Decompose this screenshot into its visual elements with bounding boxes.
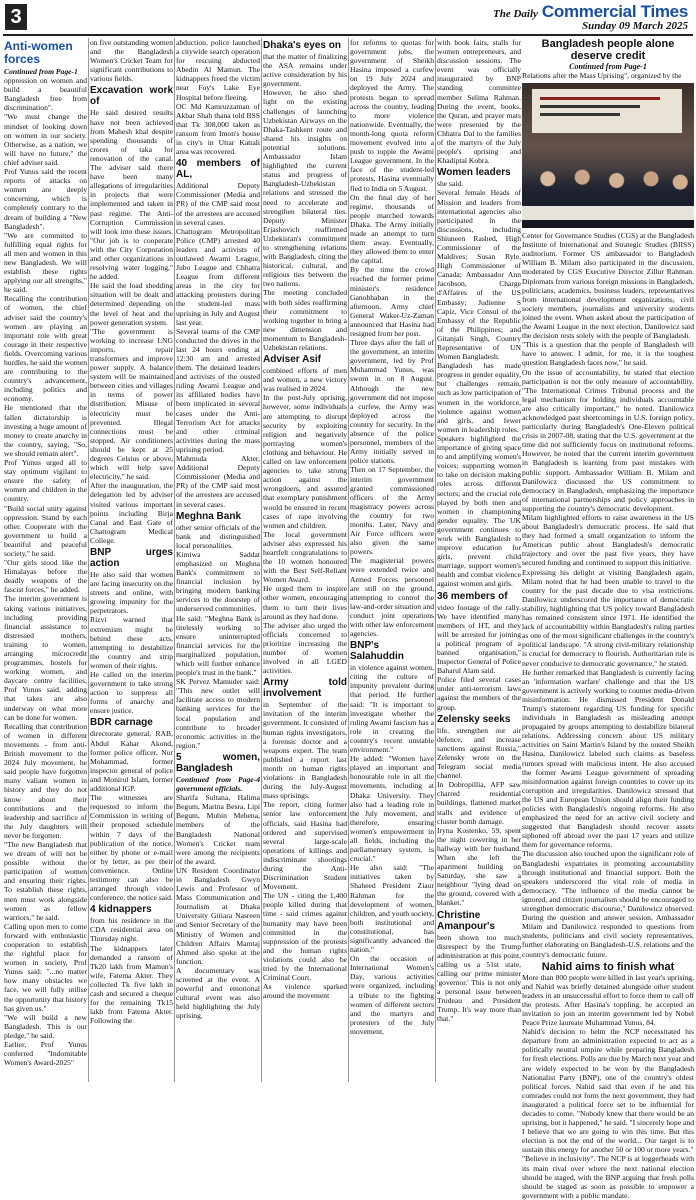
paragraph: The discussion also touched upon the significant role of Bangladeshi expatriates in promoting accountability through institutional and financial support. Both the speakers underscored the vital role of media in democracy. "The influence of the media cannot be ignored, and citizen journalism should be encouraged to strengthen democratic discourse," Danilowicz observed. During the question and answer session, Ambassador Milam and Danilowicz responded to questions from students, politicians and civil society representatives, further elaborating on Bangladesh-U.S. relations and the country's democratic future. <box>522 849 694 959</box>
paragraph: "The government is working to increase LNG imports, repair transformers and improve power supply. A balance system will be maintained between cities and villages in terms of power distribution. Misuse of electricity must be prevented. Illegal connections must be stopped. Air conditioners should be kept at 25 degrees Celsius or above, which will help save electricity," he said. <box>90 326 173 482</box>
column-divider <box>88 38 89 1082</box>
paragraph: The UN - citing the 1,400 people killed during that time - said crimes against humanity may have been committed in the suppression of the protests and the human rights violations could also be tried by the International Criminal Court. <box>263 891 347 983</box>
paragraph: Kimiwa Saddat emphasized on Meghna Bank's commitment to financial inclusion by bringing modern banking services to the doorstep of underserved communities. <box>176 549 260 614</box>
right-article-block <box>522 38 694 1200</box>
paragraph: Mahmuda Akter, Additional Deputy Commissioner (Media and PR) of the CMP said most of the arrestees are accused in several cases. <box>176 454 260 509</box>
photo-banner-text <box>540 97 660 100</box>
paragraph: Then on 17 September, the interim government granted commissioned officers of the Army magistracy powers across the country for two months. Later, Navy and Air Force officers were also given the same powers. <box>350 465 434 557</box>
paragraph: He also said that women are facing insecurity on the streets and online, with growing impunity for the perpetrators. <box>90 569 173 616</box>
paragraph: Recalling the contribution of women, the chief adviser said the country's women are playing an important role with great courage in their respective fields. Overcoming various hurdles, he said the women are contributing to the country's advancement, including politics and economy. <box>4 294 87 404</box>
paragraph: After the inauguration, the delegation led by adviser visited various important points including Birja Canal and East Gate of Chattogram Medical College. <box>90 481 173 545</box>
column-6 <box>437 38 521 1082</box>
photo-table <box>522 206 694 220</box>
headline-40-members-of-al: 40 members of AL, <box>176 158 260 181</box>
continued-label: Continued from Page-1 <box>4 67 78 76</box>
column-divider <box>174 38 175 1082</box>
headline-excavation-work: Excavation work of <box>90 85 173 108</box>
paragraph: directorate general, RAB, Abdul Kahar Akond, former police officer, Nur Mohammad, former inspector general of police and Monirul Islam, former additional IGP. <box>90 729 173 794</box>
headline-army-told-involvement: Army told involvement <box>263 677 347 700</box>
paragraph: He also said: "The initiatives taken by Shaheed President Ziaur Rahman for the development of women, children, and youth society, both institutional and constitutional, has significantly advanced the nation." <box>350 863 434 955</box>
paragraph: The interim government is taking various initiatives, including providing financial assistance to distressed mothers, training to women, arranging microcredit programmes, hostels for working women, and daycare centre facilities, Prof Yunus said, adding that takes are also underway on what more can be done for women. <box>4 594 87 722</box>
column-4 <box>263 38 347 1082</box>
paragraph: As violence sparked around the movement <box>263 982 347 1001</box>
headline-bnps-salahuddin: BNP's Salahuddin <box>350 640 404 663</box>
paragraph: In the post-July uprising, however, some individuals are attempting to disrupt security by exploiting religion and negatively portraying women's clothing and behaviour. He called on law enforcement agencies to take strong action against the wrongdoers, and assured that exemplary punishment would be ensured in recent cases of rape involving women and children. <box>263 393 347 530</box>
continued-label: Continued from Page-1 <box>569 62 647 71</box>
seminar-photo <box>522 83 694 228</box>
paragraph: He urged them to inspire other women, encouraging them to turn their lives around as they had done. <box>263 584 347 621</box>
lead-paragraph: Relations after the Mass Uprising", organized by the <box>522 71 682 80</box>
paragraph: Speakers highlighted the importance of giving space to and amplifying women's voices; supporting women to take on decision making roles across different sectors; and the crucial role played by both men and women in championing gender equality. The UK government continues to work with Bangladesh to improve education for girls, prevent child marriage, support women's health and combat violence against women and girls. <box>437 433 521 589</box>
paragraph: Rizvi warned that extremism might be behind these acts, attempting to destabilize the country and strip women of their rights. <box>90 615 173 670</box>
headline-zelensky-seeks: Zelensky seeks <box>437 713 511 725</box>
paragraph: on five outstanding women and the Bangladesh Women's Cricket Team for significant contributions to various fields. <box>90 38 173 84</box>
paragraph: for reforms to quotas for government jobs, the government of Sheikh Hasina imposed a curfew on 19 July 2024 and deployed the Army. The protests began to spread across the country, leading to more violence nationwide. Eventually, the month-long quota reform movement evolved into a push to topple the Awami League government. In the face of the student-led protests, Hasina eventually fled to India on 5 August. <box>350 38 434 193</box>
paragraph: "We are committed to fulfilling equal rights for all men and women in this new Bangladesh. We will establish these rights applying our all strengths," he said. <box>4 230 87 295</box>
headline-bdr-carnage: BDR carnage <box>90 717 153 729</box>
paragraph: that the matter of finalizing the ASA remains under active consideration by his government. <box>263 52 347 89</box>
paragraph: The witnesses are requested to inform the Commission in writing of their proposed schedule within 7 days of the publication of the notice, either by phone or e-mail or by letter, as per their convenience. Online testimony can also be arranged through video conference, the notice said. <box>90 793 173 903</box>
paragraph: from his residence in the CDA residential area on Thursday night. <box>90 916 173 944</box>
paragraph: On the final day of her regime, thousands of people marched towards Dhaka. The Army initially made an attempt to turn them away. Eventually, they allowed them to enter the capital. <box>350 192 434 266</box>
page-header <box>0 0 696 34</box>
paragraph: in violence against women, citing the culture of impunity prevalent during that period. He further said: "It is important to investigate whether the ruling Awami fascism has a role in creating the country's recent unstable environment." <box>350 663 434 755</box>
paragraph: The magisterial powers were extended twice and Armed Forces personnel are still on the ground, attempting to control the law-and-order situation and conduct joint operations with other law enforcement agencies. <box>350 556 434 639</box>
paragraph: Chattogram Metropolitan Police (CMP) arrested 40 leaders and activists of outlawed Awami League, Jubo League and Chhatra League from different areas in the city for attacking protesters during the student-led mass uprising in July and August last year. <box>176 226 260 327</box>
paragraph: Milam highlighted efforts to raise awareness in the US about Bangladesh's democratic process. He said that they had formed a small organization to inform the American public about Bangladesh's democratic trajectory and over the past five years, they have secured funding and continued to support this initiative. <box>522 513 694 568</box>
paragraph: Center for Governance Studies (CGS) at the Bangladesh Institute of International and Strategic Studies (BIISS) auditorium. Former US ambassador to Bangladesh William B. Milam also participated in the discussion, moderated by CGS Executive Director Zillur Rahman. Diplomats from various foreign missions in Bangladesh, politicians, academics, business leaders, representatives from international development organizations, civil society members, journalists and university students joined the event. When asked about the participation of the Awami League in the next election, Danilowicz said the decision rests solely with the people of Bangladesh. <box>522 231 694 341</box>
column-1 <box>4 38 87 1082</box>
paragraph: The kidnappers later demanded a ransom of Tk20 lakh from Mamun's wife, Fatema Akter. They collected Tk five lakh in cash and secured a cheque for the remaining Tk15 lakh from Fatema Akter. Following the <box>90 943 173 1026</box>
paragraph: In Dobropillia, AFP saw charred residential buildings, flattened market stalls and evidence of cluster bomb damage. <box>437 780 521 826</box>
paragraph: The local government adviser also expressed his heartfelt congratulations to the 10 women honoured with the Best Self-Reliant Women Award. <box>263 529 347 585</box>
paragraph: Several teams of the CMP conducted the drives in the last 24 hours ending at 12:30 am and arrested them. The detained leaders and activists of the ousted ruling Awami League and its affiliated bodies have been implicated in several cases under the Anti-Terrorism Act for attacks and other criminal activities during the mass uprising period. <box>176 326 260 454</box>
masthead <box>493 2 688 32</box>
paragraph: The meeting concluded with both sides reaffirming their commitment to working together to bring a new dimension and momentum to Bangladesh-Uzbekistan relations. <box>263 288 347 352</box>
paragraph: Nahid's decision to helm the NCP necessitated his departure from an administration expected to act as a politically neutral umpire while preparing Bangladesh for fresh elections. Polls are due by March next year and are widely expected to be won by the Bangladesh Nationalist Party (BNP), one of the country's oldest political forces. Nahid said that even if he and his comrades could not form the next government, they had inaugurated a political force set to be influential for decades to come. "Nobody knew that there would be an uprising, but it happened," he said. "I sincerely hope and I believe that we are going to win this time. But this election is not the end of the world... Our target is to sustain this energy for another 50 or 100 or more years." <box>522 1027 694 1155</box>
paragraph: abduction, police launched a citywide search operation for rescuing abducted Abedin Al Mamun. The kidnappers freed the victim near Foy's Lake Eye Hospital before fleeing. <box>176 38 260 102</box>
headline-anti-women-forces: Anti-women forces <box>4 39 73 66</box>
paragraph: By the time the crowd reached the former prime minister's residence Ganobhaban in the afternoon, Army chief General Waker-Uz-Zaman announced that Hasina had resigned from her post. <box>350 265 434 338</box>
paragraph: other senior officials of the bank and distinguished local personalities. <box>176 522 260 550</box>
headline-bangladesh-people-credit: Bangladesh people alone deserve credit <box>541 38 675 62</box>
paragraph: Three days after the fall of the government, an interim government, led by Prof Muhammad Yunus, was sworn in on 8 August. Although the new government did not impose a curfew, the Army was deployed across the country for security. In the absence of the police personnel, members of the Army initially served in police stations. <box>350 338 434 466</box>
headline-5-women-bangladesh: 5 women, Bangladesh <box>176 751 260 774</box>
paragraph: Bangladesh has made progress in gender equality, but challenges remain, such as low participation of women in the workforce, violence against women and girls, and fewer women in leadership roles. <box>437 361 521 434</box>
headline-women-leaders: Women leaders <box>437 167 511 179</box>
headline-christine-amanpour: Christine Amanpour's <box>437 909 495 932</box>
paragraph: "Believe in inclusivity". The NCP is at loggerheads with its main rival over where the next national election should be staged, with the BNP arguing that fresh polls should be staged as soon as possible to empower a government with a public mandate. <box>522 1154 694 1200</box>
column-2 <box>90 38 173 1082</box>
paragraph: OC Md Kamruzzaman of Akbar Shah thana told BSS that Tk 308,000 taken as ransom from Imon's house in city's in Uttar Kattali area was recovered. <box>176 101 260 157</box>
paragraph: Calling upon men to come forward with enthusiastic cooperation to establish the rightful place for women in society, Prof Yunus said: "...no matter how many obstacles we face, we will fully utilise the opportunity that history has given us." <box>4 921 87 1013</box>
paragraph: He further remarked that Bangladesh is currently facing an 'information warfare' challenge and that the US government is actively working to counter media-driven misinformation. He dismissed President Donald Trump's statement regarding US funding for specific individuals in Bangladesh as misleading attempt propagated by groups attempting to destabilize bilateral relations. Addressing concern about US military activities on Saint Martin's Island by the ousted Sheikh Hasina, Danilowicz labeled such claims as baseless rumors spread with malicious intent. He also accused the former Awami League government of spreading misinformation against foreign countries to cover up its corruption and irregularities. Danilowicz stressed that the US and European Union should align their funding policies with Bangladesh's ongoing reforms. He also emphasized the need for an active civil society and suggested that Bangladesh should recover assets siphoned off abroad over the past 17 years and utilize them for governance reforms. <box>522 667 694 850</box>
headline-nahid-aims: Nahid aims to finish what <box>541 960 675 973</box>
paragraph: "This is a question that the people of Bangladesh will have to answer. I admit, for me, it is the toughest question Bangladesh faces now," he said. <box>522 340 694 368</box>
paragraph: "The new Bangladesh that we dream of will not be possible without the participation of women and ensuring their rights. To establish these rights, men must work alongside women as fellow warriors," he said. <box>4 839 87 922</box>
column-5 <box>350 38 434 1082</box>
headline-4-kidnappers: 4 kidnappers <box>90 904 152 916</box>
masthead-title: Commercial Times <box>541 2 688 21</box>
paragraph: SK Pervez Mamuder said: "This new outlet will facilitate access to modern banking services for the local population and contribute to broader economic activities in the region." <box>176 677 260 750</box>
paragraph: Expressing his delight at visiting Bangladesh again, Milam noted that he had been unable to travel to the country for the past decade due to visa restrictions. Danilowicz underscored the importance of democratic stability, highlighting that US policy toward Bangladesh has remained consistent since 1971. He identified the lack of accountability within Bangladesh's ruling parties as one of the most significant challenges in the country's political landscape. "A strong civil-military relationship is crucial for democracy to flourish. Authoritarian rule is never conducive to democratic governance," he stated. <box>522 567 694 668</box>
paragraph: Recalling that contribution of women in different movements - from anti-British movement to the 2024 July movement, he said people have forgotten many valiant women in history and they do not know about their contributions and the leadership and sacrifice of the July daughters will never be forgotten. <box>4 721 87 840</box>
paragraph: "Build social unity against oppression. Stand by each other. Cooperate with the government to build a beautiful and peaceful society," he said. <box>4 503 87 558</box>
continued-label: Continued from Page-4 government officials. <box>176 774 260 794</box>
paragraph: video footage of the rally. We have identified many members of HT, and they will be arrested for joining a political program of a banned organisation," Inspector General of Police Baharul Alam said. <box>437 602 521 676</box>
paragraph: Sharifa Sultana, Halima Begum, Marina Besra, Lipi Begum, Mubin Mehena, members of the Bangladesh National Women's Cricket team were among the recipients of the award. <box>176 793 260 866</box>
photo-banner-text <box>540 113 620 116</box>
paragraph: Prof Yunus said the recent reports of attacks on women are deeply concerning, which is completely contrary to the dream of building a "New Bangladesh". <box>4 167 87 231</box>
paragraph: she said. <box>437 179 464 189</box>
column-divider <box>435 38 436 1082</box>
paragraph: A documentary was screened at the event. A powerful and emotional cultural event was also held highlighting the July uprising. <box>176 965 260 1021</box>
paragraph: He mentioned that the fallen dictatorship is investing a huge amount of money to create anarchy in the country, saying, "So, we should remain alert". <box>4 403 87 458</box>
paragraph: He said desired results have not been achieved from Mahesh khal despite spending thousands of crores of taka for renovation of the canal. The adviser said there have been many allegations of irregularities in projects that were implemented and taken in past regime. The Anti-Corruption Commission will look into these issues. "Our job is to cooperate with the City Corporation and other organizations in resolving water logging," he added. <box>90 108 173 282</box>
headline-36-members: 36 members of <box>437 590 508 602</box>
column-3 <box>176 38 260 1082</box>
paragraph: He called on the interim government to take strong action to suppress all forms of anarchy and ensure justice. <box>90 670 173 716</box>
paragraph: He said: "Meghna Bank is tirelessly working to ensure uninterrupted financial services for the marginalized population, which will further enhance people's trust in the bank." <box>176 613 260 678</box>
paragraph: been shown too much disrespect by the Trump administration at this point, calling us a 51st state, calling our prime minister 'governor.' This is not only a personal issue between Trudeau and President Trump. It's way more than that." <box>437 932 521 1024</box>
paragraph: Police filed several cases under anti-terrorism laws against the members of the group. <box>437 675 521 712</box>
paragraph: On the issue of accountability, he stated that election participation is not the only measure of accountability. "The International Crimes Tribunal process and the legal mechanism for holding individuals accountable are also critically important," he noted. Danilowicz acknowledged past shortcomings in U.S. foreign policy, particularly during Bangladesh's One-Eleven political crisis in 2007-08, stating that the U.S. government at the time did not sufficiently focus on institutional reforms. However, he noted that the current interim government in Bangladesh is learning from past mistakes with public support. Ambassador William B. Milam and Danilowicz discussed the US commitment to democracy in Bangladesh, emphasizing the importance of international partnerships and policy approaches in supporting the country's democratic development. <box>522 367 694 513</box>
paragraph: Several female Heads of Mission and leaders from international agencies also participated in the discussions, including Shiuneen Rashed, High Commissioner of the Maldives; Susan Ryle, High Commissioner of Canada; Ambassador Ann Jacobson, Charge d'Affaires of the US Embassy; Judienne S Capiz, Vice Consul of the Embassy of the Republic of the Philippines; and Gitanjali Singh, Country Representative of UN Women Bangladesh. <box>437 188 521 362</box>
photo-banner <box>532 89 682 133</box>
paragraph: On the occasion of International Women's Day, various activities were organized, including a tribute to the fighting women of different sectors and the martyrs and protesters of the July movement, <box>350 954 434 1036</box>
paragraph: Earlier, Prof Yunus conferred "Indomitable Women's Award-2025" <box>4 1040 87 1068</box>
paragraph: "Our girls stood like the Himalayas before the deadly weapons of the fascist forces," he added. <box>4 558 87 595</box>
paragraph: He added: "Women have played an important and honourable role in all the movements, including at Dhaka University. They also had a leading role in the July movement, and therefore, ensuring women's empowerment in all fields, including the parliamentary system, is crucial." <box>350 754 434 864</box>
column-divider <box>261 38 262 1082</box>
paragraph: "We will build a new Bangladesh. This is our pledge," he said. <box>4 1012 87 1040</box>
headline-dhakas-eyes-on: Dhaka's eyes on <box>263 40 341 51</box>
paragraph: in September of the invitation of the interim government. It consisted of human rights investigators, a forensic doctor and a weapons expert. The team published a report last month on human rights violations in Bangladesh during the July-August mass uprisings. <box>263 700 347 801</box>
paragraph: Additional Deputy Commissioner (Media and PR) of the CMP said most of the arrestees are accused in several cases. <box>176 181 260 227</box>
headline-bnp-urges-action: BNP urges action <box>90 546 173 569</box>
paragraph: Iryna Kostenko, 59, spent the night cowering in her hallway with her husband. When she left the apartment building on Saturday, she saw a neighbour "lying dead on the ground, covered with a blanket." <box>437 825 521 908</box>
paragraph: with book fairs, stalls for women entrepreneurs, and discussion sessions. The event was officially inaugurated by BNP standing committee member Selima Rahman. During the event, books, the Quran, and prayer mats were presented by the Chhatra Dal to the families of the martyrs of the July people's uprising and Khadiptal Kobra. <box>437 38 521 166</box>
paragraph: Prof Yunus urged all to stay optimum vigilant to ensure the safety of women and children in the country. <box>4 458 87 504</box>
paragraph: More than 800 people were killed in last year's uprising, and Nahid was briefly detained alongside other student leaders in an unsuccessful effort to force them to call off the protests. After Hasina's toppling, he accepted an invitation to join an interim government led by Nobel Peace Prize laureate Muhammad Yunus, 84. <box>522 972 694 1028</box>
paragraph: life, strengthen our air defence, and increase sanctions against Russia," Zelensky wrote on the Telegram social media channel. <box>437 725 521 781</box>
masthead-the: The Daily <box>493 8 538 20</box>
photo-banner-text <box>540 105 640 108</box>
paragraph: "We must change the mindset of looking down on women in our society. Otherwise, as a nation, we will have no future," the chief adviser said. <box>4 112 87 167</box>
column-divider <box>348 38 349 1082</box>
issue-date: Sunday 09 March 2025 <box>581 20 688 32</box>
paragraph: The adviser also urged the officials concerned to prioritize increasing the number of women involved in all LGED activities. <box>263 620 347 676</box>
paragraph: UN Resident Coordinator in Bangladesh Gwyn Lewis and Professor of Mass Communication and Journalism at Dhaka University Gitiara Nasreen and Senior Secretary of the Ministry of Women and Children Affairs Mamtaj Ahmed also spoke at the function. <box>176 865 260 966</box>
page-number: 3 <box>5 4 27 30</box>
headline-adviser-asif: Adviser Asif <box>263 354 321 366</box>
paragraph: He said the load shedding situation will be dealt and determined depending on the level of heat and the power generation system. <box>90 281 173 327</box>
paragraph: oppression on women and build a beautiful Bangladesh free from discrimination". <box>4 76 87 113</box>
paragraph: The report, citing former senior law enforcement officials, said Hasina had ordered and supervised several large-scale operations of killings and indiscriminate shootings during the Anti-Discrimination Student Movement. <box>263 800 347 892</box>
headline-meghna-bank: Meghna Bank <box>176 510 242 522</box>
paragraph: combined efforts of men and women, a new victory was realised in 2024. <box>263 366 347 394</box>
paragraph: However, he also shed light on the existing challenges of launching Uzbekistan Airways on the Dhaka-Tashkent route and shared his insights on potential solutions. Ambassador Islam highlighted the current status and progress of Bangladesh-Uzbekistan relations and stressed the need to accelerate and strengthen bilateral ties. Deputy Minister Erjashovich reaffirmed Uzbekistan's commitment to strengthening relations with Bangladesh, citing the historical, cultural, and religious ties between the two nations. <box>263 88 347 289</box>
header-rule <box>3 34 693 36</box>
